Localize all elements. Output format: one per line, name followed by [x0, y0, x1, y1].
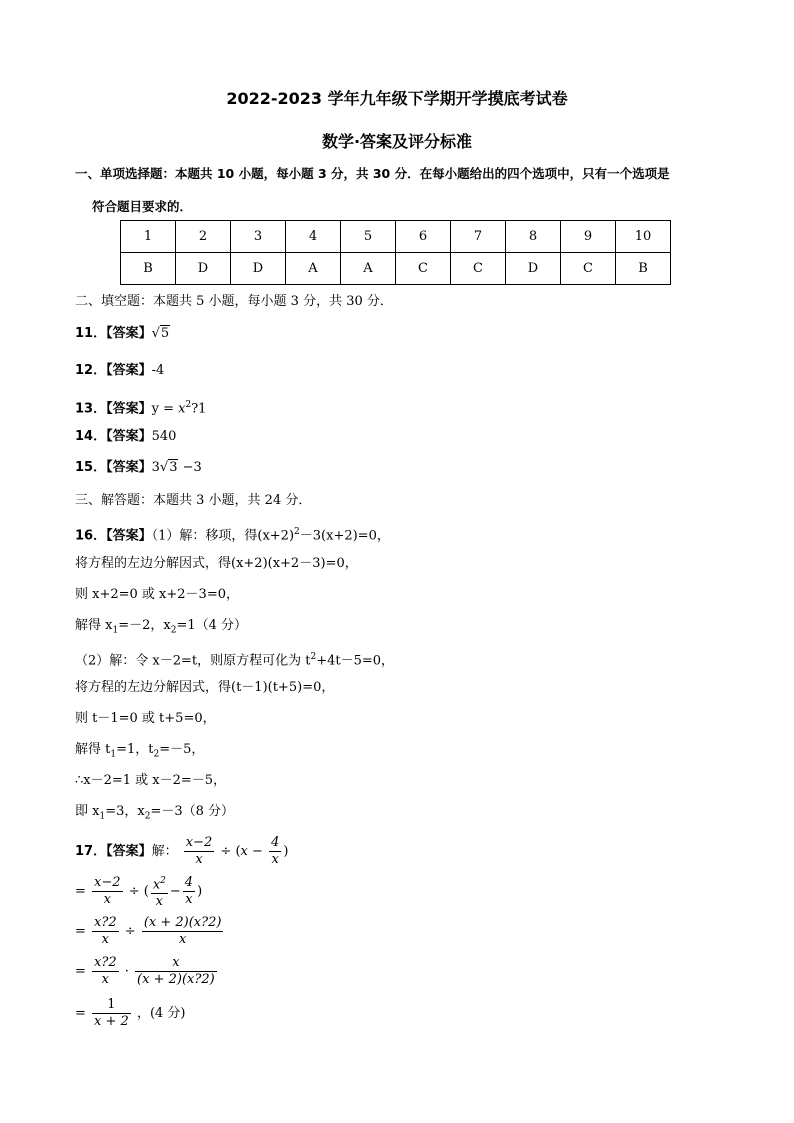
variable: x: [240, 844, 248, 859]
text-segment: 即 x: [75, 804, 100, 819]
question-number: 17．: [75, 844, 107, 859]
answer-line-11: [75, 325, 170, 343]
table-cell: 1: [121, 221, 176, 253]
denominator: x + 2: [94, 1014, 129, 1029]
answer-line-12: [75, 362, 164, 380]
answer-prefix: y =: [151, 401, 179, 417]
numerator: x−2: [94, 875, 121, 890]
table-cell: D: [506, 253, 561, 285]
paren: ): [283, 844, 289, 859]
text-segment: =1，t: [116, 742, 154, 757]
answer-exponent: 2: [185, 400, 192, 410]
question-number: 14．: [75, 429, 107, 444]
fraction: [151, 873, 168, 910]
q16-line-6: 将方程的左边分解因式，得(t－1)(t+5)=0，: [75, 680, 335, 695]
text-segment: 解：: [151, 844, 178, 859]
answer-value: -4: [151, 363, 165, 378]
text-segment: （1）解：移项，得(x+2): [151, 528, 295, 544]
operator: =: [75, 884, 86, 899]
section3-heading: 三、解答题：本题共 3 小题，共 24 分．: [75, 493, 312, 508]
fraction: [183, 875, 195, 908]
question-number: 16．: [75, 528, 107, 544]
table-cell: 10: [616, 221, 671, 253]
subscript: 2: [144, 811, 151, 822]
subscript: 1: [99, 811, 106, 822]
q17-line-3: [75, 912, 225, 952]
section1-heading-cont: 符合题目要求的．: [92, 199, 193, 214]
operator: ÷: [220, 844, 232, 859]
q17-line-1: [75, 832, 288, 872]
answer-tag: 【答案】: [106, 429, 152, 444]
denominator: (x + 2)(x?2): [137, 972, 215, 987]
choice-answer-table: [120, 220, 671, 285]
question-number: 13．: [75, 401, 107, 417]
fraction: [92, 955, 119, 988]
answer-radicand: 3: [169, 460, 178, 475]
table-cell: 2: [176, 221, 231, 253]
answer-line-15: [75, 459, 202, 477]
sqrt-symbol: √: [159, 460, 169, 475]
operator: −: [252, 844, 263, 859]
text-segment: =1（4 分）: [176, 618, 248, 633]
table-cell: C: [396, 253, 451, 285]
numerator: 4: [184, 875, 194, 890]
operator: =: [75, 964, 86, 979]
denominator: x: [185, 892, 193, 907]
section1-heading: 一、单项选择题：本题共 10 小题，每小题 3 分，共 30 分．在每小题给出的四个选项中，只有一个选项是: [75, 166, 670, 181]
denominator: x: [101, 972, 109, 987]
table-cell: 4: [286, 221, 341, 253]
q17-line-4: [75, 952, 219, 992]
answer-suffix: −3: [178, 460, 202, 475]
fraction: [184, 835, 215, 868]
text-segment: －3(x+2)=0，: [299, 528, 390, 544]
table-cell: C: [451, 253, 506, 285]
answer-line-13: [75, 396, 206, 418]
numerator: (x + 2)(x?2): [143, 915, 222, 930]
page-subtitle: 数学·答案及评分标准: [321, 132, 473, 151]
paren: (: [143, 884, 149, 899]
q16-line-4: [75, 617, 247, 640]
text-segment: （2）解：令 x－2=t，则原方程可化为 t: [75, 653, 311, 669]
numerator: x−2: [185, 835, 213, 850]
q16-line-8: [75, 741, 204, 764]
q16-line-2: 将方程的左边分解因式，得(x+2)(x+2－3)=0，: [75, 556, 358, 571]
section2-heading: 二、填空题：本题共 5 小题，每小题 3 分，共 30 分．: [75, 294, 393, 309]
answer-tag: 【答案】: [106, 844, 152, 859]
answer-line-14: [75, 428, 176, 446]
superscript: 2: [160, 875, 166, 886]
text-segment: 解得 t: [75, 742, 111, 757]
numerator: x: [135, 955, 217, 972]
text-segment: =－2，x: [118, 618, 171, 633]
page-title: 2022-2023 学年九年级下学期开学摸底考试卷: [226, 89, 568, 108]
q16-line-10: [75, 803, 234, 826]
table-cell: 9: [561, 221, 616, 253]
paren: (: [235, 844, 241, 859]
fraction: [92, 875, 123, 908]
table-cell: A: [341, 253, 396, 285]
answer-tag: 【答案】: [106, 460, 152, 475]
numerator: [151, 873, 168, 894]
variable: x: [152, 877, 161, 893]
operator: −: [169, 884, 181, 899]
answer-coef: 3: [151, 460, 160, 475]
numerator: 4: [271, 835, 280, 850]
q16-line-7: 则 t－1=0 或 t+5=0，: [75, 711, 216, 726]
denominator: x: [271, 852, 279, 867]
fraction: [135, 955, 217, 988]
answer-tag: 【答案】: [106, 401, 152, 417]
answer-tag: 【答案】: [106, 363, 152, 378]
denominator: x: [178, 932, 187, 947]
q16-line-1: [75, 523, 390, 545]
table-cell: B: [121, 253, 176, 285]
table-cell: D: [231, 253, 286, 285]
table-cell: A: [286, 253, 341, 285]
q16-line-3: 则 x+2=0 或 x+2－3=0，: [75, 587, 239, 602]
fraction: [92, 997, 131, 1030]
subscript: 1: [112, 625, 119, 636]
question-number: 11．: [75, 326, 107, 341]
sqrt-symbol: √: [151, 326, 160, 341]
q17-line-5: [75, 994, 186, 1034]
numerator: x?2: [94, 915, 117, 930]
table-cell: B: [616, 253, 671, 285]
operator: =: [75, 924, 86, 939]
table-cell: 7: [451, 221, 506, 253]
table-cell: 5: [341, 221, 396, 253]
table-cell: D: [176, 253, 231, 285]
superscript: 2: [294, 527, 300, 537]
table-cell: 6: [396, 221, 451, 253]
denominator: x: [103, 892, 111, 907]
subscript: 2: [153, 749, 160, 760]
score-note: ，(4 分): [136, 1006, 186, 1021]
table-cell: 3: [231, 221, 286, 253]
answer-value: 540: [151, 429, 177, 444]
fraction: [92, 915, 119, 948]
table-cell: C: [561, 253, 616, 285]
answer-base: x: [178, 401, 186, 417]
text-segment: =－5，: [159, 742, 205, 757]
operator: ÷: [128, 884, 140, 899]
numerator: x?2: [94, 955, 117, 970]
answer-tag: 【答案】: [106, 326, 152, 341]
question-number: 15．: [75, 460, 107, 475]
paren: ): [197, 884, 203, 899]
q16-line-5: [75, 648, 394, 670]
answer-value: 5: [160, 326, 170, 341]
q17-line-2: [75, 872, 202, 912]
answer-suffix: ?1: [191, 401, 207, 417]
denominator: x: [101, 932, 109, 947]
numerator: 1: [92, 997, 131, 1014]
answer-tag: 【答案】: [106, 528, 152, 544]
question-number: 12．: [75, 363, 107, 378]
denominator: x: [195, 852, 203, 867]
table-cell: 8: [506, 221, 561, 253]
subscript: 2: [170, 625, 177, 636]
fraction: [269, 835, 281, 868]
operator: ÷: [124, 924, 136, 939]
text-segment: =3，x: [105, 804, 145, 819]
operator: =: [75, 1006, 86, 1021]
text-segment: =－3（8 分）: [150, 804, 235, 819]
text-segment: +4t－5=0，: [316, 653, 395, 669]
table-row-answers: [121, 253, 671, 285]
denominator: x: [155, 894, 164, 910]
subscript: 1: [110, 749, 117, 760]
fraction: [142, 915, 224, 948]
operator: ·: [124, 964, 129, 979]
q16-line-9: ∴x－2=1 或 x－2=－5，: [75, 773, 227, 788]
table-row-numbers: [121, 221, 671, 253]
superscript: 2: [310, 652, 317, 662]
text-segment: 解得 x: [75, 618, 113, 633]
